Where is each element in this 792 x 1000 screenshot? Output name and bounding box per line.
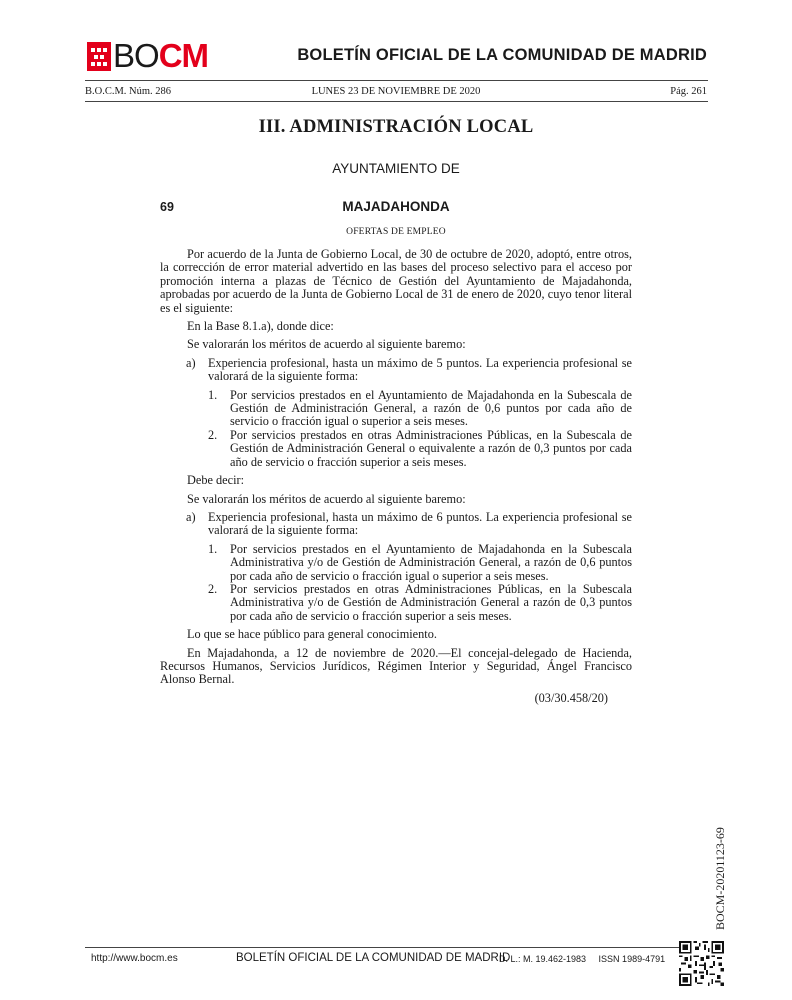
side-document-code: BOCM-20201123-69 [713,827,727,930]
list-item: 1. Por servicios prestados en el Ayuntamiento de Majadahonda en la Subescala Administrativa y/o de Gestión de Administración General, a razón de 0,6 puntos por cada año de servicio o fracción igual o superior a seis meses. [208,541,632,583]
bocm-logo [87,37,209,74]
footer-rule [85,947,708,948]
header-rule [85,80,708,81]
footer-url[interactable]: http://www.bocm.es [91,953,178,964]
footer-legal: D. L.: M. 19.462-1983 ISSN 1989-4791 [499,954,666,964]
merits-line-new: Se valorarán los méritos de acuerdo al siguiente baremo: [187,491,466,506]
qr-code-icon [679,941,724,986]
list-item: 2. Por servicios prestados en otras Administraciones Públicas, en la Subescala Administrativa y/o de Gestión de Administración General a razón de 0,3 puntos por cada año de servicio o fracción superior a seis meses. [208,581,632,623]
list-item: 2. Por servicios prestados en otras Administraciones Públicas, en la Subescala de Gestión de Administración General o equivalente a razón de 0,3 puntos por cada año de servicio o fracción superior a seis meses. [208,427,632,469]
list-item: 1. Por servicios prestados en el Ayuntamiento de Majadahonda en la Subescala de Gestión de Administración General, a razón de 0,6 puntos por cada año de servicio o fracción igual o superior a seis meses. [208,387,632,429]
footer-title: BOLETÍN OFICIAL DE LA COMUNIDAD DE MADRID [236,952,511,964]
issue-number: B.O.C.M. Núm. 286 [85,86,172,97]
town-name: MAJADAHONDA [342,199,450,214]
bulletin-title: BOLETÍN OFICIAL DE LA COMUNIDAD DE MADRID [297,46,707,64]
public-notice: Lo que se hace público para general conocimiento. [187,627,437,642]
merits-line-old: Se valorarán los méritos de acuerdo al siguiente baremo: [187,337,466,352]
logo-text: BOCM [113,37,209,74]
section-title: III. ADMINISTRACIÓN LOCAL [258,117,534,137]
meta-rule [85,101,708,102]
ayuntamiento-heading: AYUNTAMIENTO DE [332,161,460,176]
reference-code: (03/30.458/20) [534,690,608,705]
subheading: OFERTAS DE EMPLEO [346,227,446,237]
issue-date: LUNES 23 DE NOVIEMBRE DE 2020 [311,86,481,97]
list-item: a) Experiencia profesional, hasta un máximo de 6 puntos. La experiencia profesional se valorará de la siguiente forma: [186,509,632,538]
entry-number: 69 [160,200,174,214]
should-say: Debe decir: [187,473,245,488]
page-number: Pág. 261 [670,86,707,97]
madrid-flag-icon [87,42,111,71]
where-says: En la Base 8.1.a), donde dice: [187,319,334,334]
signature: En Majadahonda, a 12 de noviembre de 2020.—El concejal-delegado de Hacienda, Recursos Humanos, Servicios Jurídicos, Régimen Interior y Seguridad, Ángel Francisco Alonso Bernal. [160,645,632,687]
list-item: a) Experiencia profesional, hasta un máximo de 5 puntos. La experiencia profesional se valorará de la siguiente forma: [186,355,632,384]
document-body [160,248,632,710]
intro-paragraph: Por acuerdo de la Junta de Gobierno Local, de 30 de octubre de 2020, adoptó, entre otros, la corrección de error material advertido en las bases del proceso selectivo para el acceso por promoción interna a plazas de Técnico de Gestión del Ayuntamiento de Majadahonda, aprobadas por acuerdo de la Junta de Gobierno Local de 31 de enero de 2020, cuyo tenor literal es el siguiente: [160,247,632,315]
